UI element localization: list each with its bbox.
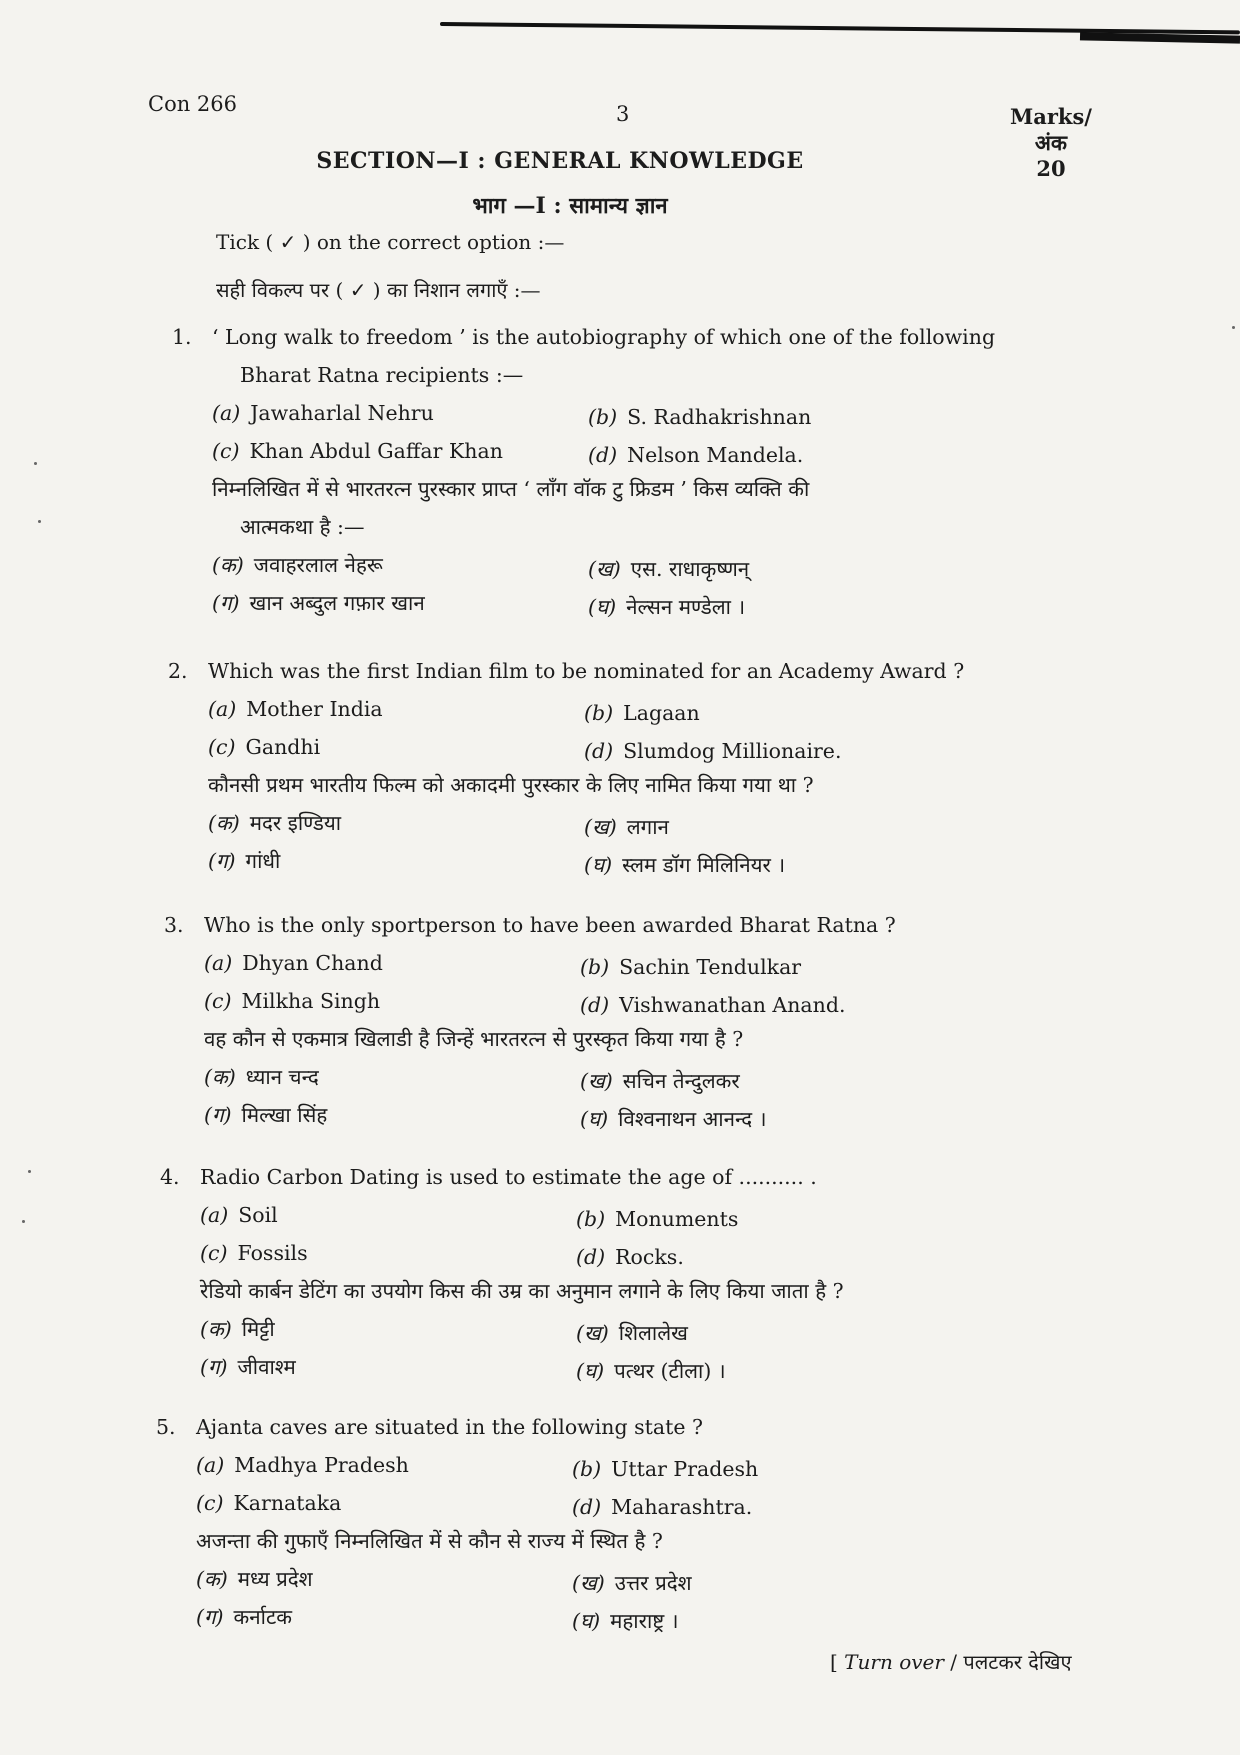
question-stem: Which was the first Indian film to be nominated for an Academy Award ?	[208, 659, 965, 683]
option-ga: (ग) जीवाश्म	[200, 1355, 296, 1379]
option-a: (a) Dhyan Chand	[204, 951, 383, 975]
option-kha: (ख) सचिन तेन्दुलकर	[580, 1069, 740, 1093]
option-b: (b) Lagaan	[584, 701, 700, 725]
turn-over-text-hindi: पलटकर देखिए	[963, 1650, 1072, 1674]
page-number: 3	[616, 102, 630, 126]
question-stem-cont: Bharat Ratna recipients :—	[240, 363, 524, 387]
marks-label: Marks/	[1010, 104, 1092, 129]
option-ka: (क) मदर इण्डिया	[208, 811, 342, 835]
option-kha: (ख) उत्तर प्रदेश	[572, 1571, 692, 1595]
question-number: 3.	[164, 913, 184, 937]
scan-speck	[22, 1220, 25, 1223]
option-gha: (घ) पत्थर (टीला) ।	[576, 1359, 726, 1383]
option-a: (a) Madhya Pradesh	[196, 1453, 409, 1477]
option-ka: (क) ध्यान चन्द	[204, 1065, 319, 1089]
question-number: 4.	[160, 1165, 180, 1189]
option-ga: (ग) कर्नाटक	[196, 1605, 293, 1629]
paper-code: Con 266	[148, 92, 237, 116]
option-d: (d) Rocks.	[576, 1245, 684, 1269]
options-hindi	[208, 804, 988, 880]
marks-label-hindi: अंक	[1034, 130, 1068, 155]
option-gha: (घ) विश्वनाथन आनन्द ।	[580, 1107, 767, 1131]
question-number: 1.	[172, 325, 192, 349]
options-english	[212, 394, 992, 470]
option-d: (d) Maharashtra.	[572, 1495, 753, 1519]
question-stem-hindi: रेडियो कार्बन डेटिंग का उपयोग किस की उम्र का अनुमान लगाने के लिए किया जाता है ?	[200, 1279, 844, 1303]
options-english	[200, 1196, 980, 1272]
option-kha: (ख) लगान	[584, 815, 669, 839]
question-stem-hindi: वह कौन से एकमात्र खिलाडी है जिन्हें भारतरत्न से पुरस्कृत किया गया है ?	[204, 1027, 744, 1051]
options-english	[204, 944, 984, 1020]
question-stem-hindi-cont: आत्मकथा है :—	[240, 515, 365, 539]
option-c: (c) Milkha Singh	[204, 989, 381, 1013]
question-stem-hindi: कौनसी प्रथम भारतीय फिल्म को अकादमी पुरस्कार के लिए नामित किया गया था ?	[208, 773, 814, 797]
option-b: (b) Uttar Pradesh	[572, 1457, 759, 1481]
option-b: (b) Sachin Tendulkar	[580, 955, 802, 979]
option-c: (c) Khan Abdul Gaffar Khan	[212, 439, 503, 463]
option-d: (d) Nelson Mandela.	[588, 443, 804, 467]
scan-speck	[34, 462, 37, 465]
option-kha: (ख) एस. राधाकृष्णन्	[588, 557, 750, 581]
options-english	[196, 1446, 976, 1522]
option-ka: (क) जवाहरलाल नेहरू	[212, 553, 383, 577]
instruction-hindi: सही विकल्प पर ( ✓ ) का निशान लगाएँ :—	[216, 278, 541, 302]
option-kha: (ख) शिलालेख	[576, 1321, 688, 1345]
options-hindi	[196, 1560, 976, 1636]
marks-value: 20	[1036, 156, 1066, 181]
option-ka: (क) मध्य प्रदेश	[196, 1567, 313, 1591]
options-hindi	[212, 546, 992, 622]
question-stem: Who is the only sportperson to have been awarded Bharat Ratna ?	[204, 913, 896, 937]
option-ga: (ग) मिल्खा सिंह	[204, 1103, 328, 1127]
question-stem-hindi: अजन्ता की गुफाएँ निम्नलिखित में से कौन से राज्य में स्थित है ?	[196, 1529, 663, 1553]
turn-over-text: Turn over	[844, 1650, 944, 1674]
section-title-hindi: भाग —I : सामान्य ज्ञान	[472, 193, 668, 219]
turn-over-note: [ Turn over / पलटकर देखिए	[830, 1650, 1072, 1674]
option-d: (d) Vishwanathan Anand.	[580, 993, 846, 1017]
option-c: (c) Fossils	[200, 1241, 308, 1265]
option-a: (a) Jawaharlal Nehru	[212, 401, 434, 425]
option-ga: (ग) गांधी	[208, 849, 281, 873]
option-d: (d) Slumdog Millionaire.	[584, 739, 842, 763]
option-b: (b) Monuments	[576, 1207, 739, 1231]
question-stem: Ajanta caves are situated in the following state ?	[196, 1415, 703, 1439]
instruction-english: Tick ( ✓ ) on the correct option :—	[216, 230, 565, 254]
option-a: (a) Mother India	[208, 697, 383, 721]
scan-speck	[1232, 326, 1235, 329]
options-hindi	[200, 1310, 980, 1386]
options-english	[208, 690, 988, 766]
question-stem-hindi: निम्नलिखित में से भारतरत्न पुरस्कार प्राप्त ‘ लाँग वॉक टु फ्रिडम ’ किस व्यक्ति की	[212, 477, 810, 501]
option-gha: (घ) स्लम डॉग मिलिनियर ।	[584, 853, 786, 877]
option-gha: (घ) महाराष्ट्र ।	[572, 1609, 679, 1633]
scan-speck	[28, 1170, 31, 1173]
option-c: (c) Gandhi	[208, 735, 321, 759]
option-a: (a) Soil	[200, 1203, 278, 1227]
option-c: (c) Karnataka	[196, 1491, 342, 1515]
option-ka: (क) मिट्टी	[200, 1317, 275, 1341]
options-hindi	[204, 1058, 984, 1134]
question-stem: Radio Carbon Dating is used to estimate the age of .......... .	[200, 1165, 817, 1189]
scan-speck	[38, 520, 41, 523]
option-gha: (घ) नेल्सन मण्डेला ।	[588, 595, 746, 619]
section-title: SECTION—I : GENERAL KNOWLEDGE	[316, 148, 804, 174]
option-ga: (ग) खान अब्दुल गफ़ार खान	[212, 591, 425, 615]
option-b: (b) S. Radhakrishnan	[588, 405, 812, 429]
question-number: 2.	[168, 659, 188, 683]
question-stem: ‘ Long walk to freedom ’ is the autobiography of which one of the following	[212, 325, 996, 349]
question-number: 5.	[156, 1415, 176, 1439]
